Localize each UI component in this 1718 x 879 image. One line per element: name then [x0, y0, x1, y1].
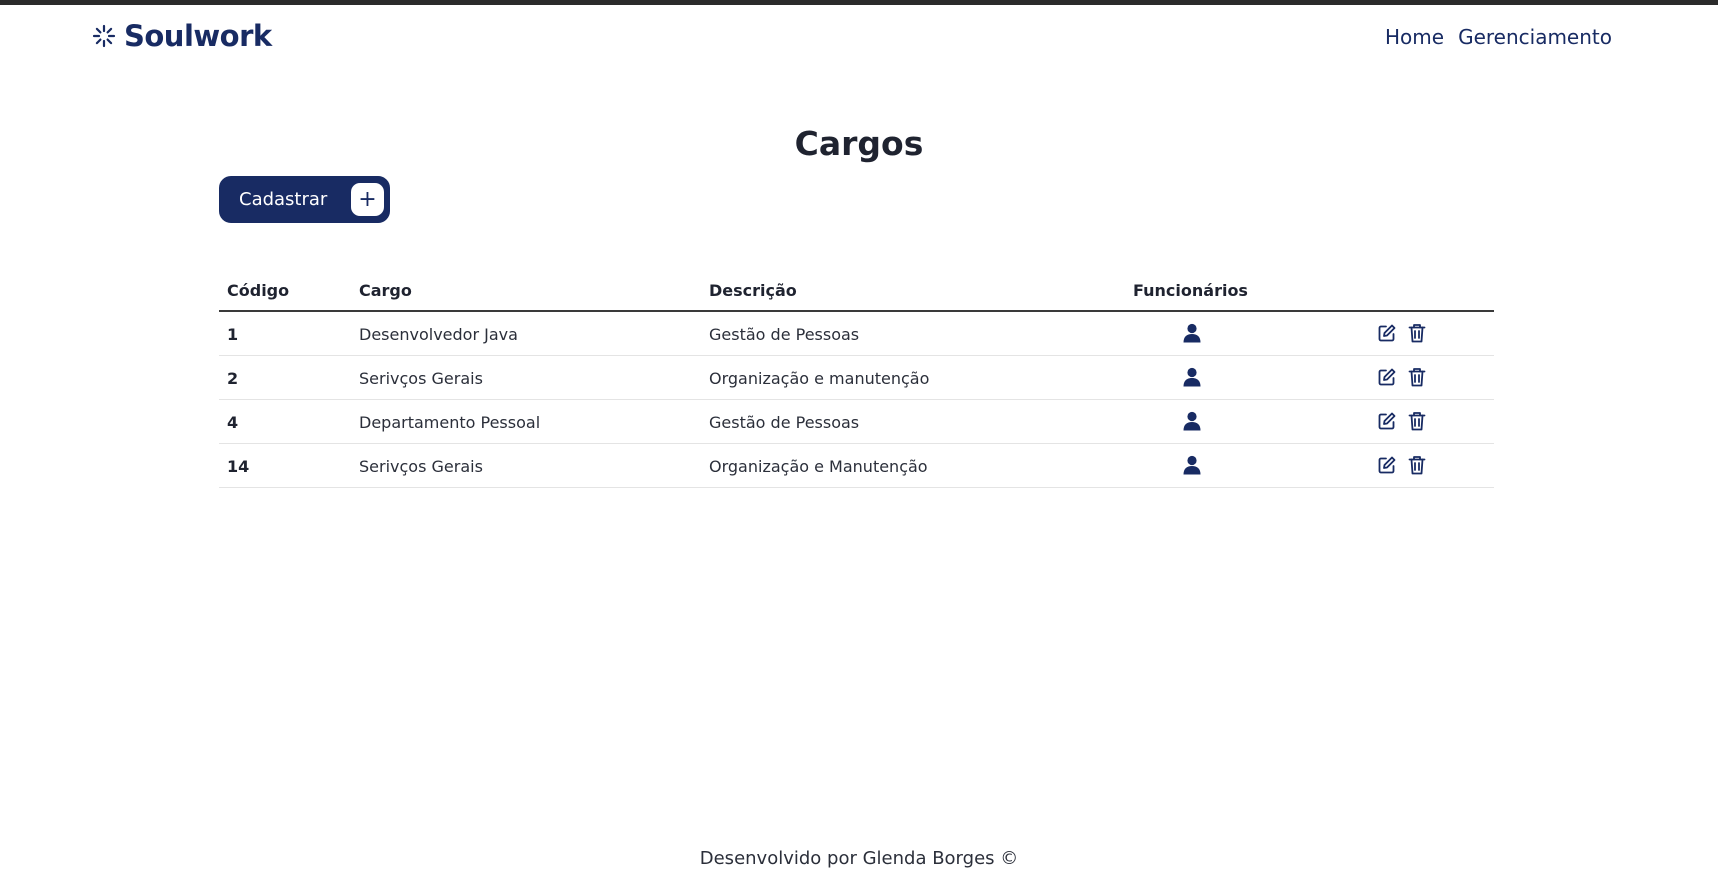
edit-icon[interactable] — [1376, 366, 1398, 388]
cell-codigo: 14 — [227, 457, 250, 476]
cell-cargo: Desenvolvedor Java — [359, 325, 518, 344]
navbar — [0, 5, 1718, 69]
cell-cargo: Departamento Pessoal — [359, 413, 541, 432]
trash-icon[interactable] — [1406, 410, 1428, 432]
header-funcionarios: Funcionários — [1133, 281, 1248, 300]
brand-logo[interactable] — [92, 19, 272, 53]
table-header — [219, 268, 1494, 312]
cell-cargo: Serivços Gerais — [359, 457, 483, 476]
cadastrar-button[interactable] — [219, 176, 390, 223]
cell-codigo: 2 — [227, 369, 239, 388]
nav-gerenciamento-link[interactable]: Gerenciamento — [1458, 25, 1612, 49]
footer-credit: Desenvolvido por Glenda Borges © — [699, 848, 1019, 869]
nav-links — [1385, 25, 1612, 49]
edit-icon[interactable] — [1376, 322, 1398, 344]
page-title: Cargos — [794, 124, 924, 163]
plus-icon: + — [351, 183, 384, 216]
cell-codigo: 4 — [227, 413, 239, 432]
table-row — [219, 312, 1494, 356]
header-descricao: Descrição — [709, 281, 797, 300]
cell-descricao: Gestão de Pessoas — [709, 325, 860, 344]
user-icon[interactable] — [1181, 366, 1203, 388]
cell-descricao: Gestão de Pessoas — [709, 413, 860, 432]
brand-name: Soulwork — [124, 19, 272, 53]
header-cargo: Cargo — [359, 281, 412, 300]
table-row — [219, 444, 1494, 488]
cell-descricao: Organização e manutenção — [709, 369, 930, 388]
edit-icon[interactable] — [1376, 410, 1398, 432]
user-icon[interactable] — [1181, 410, 1203, 432]
user-icon[interactable] — [1181, 322, 1203, 344]
edit-icon[interactable] — [1376, 454, 1398, 476]
trash-icon[interactable] — [1406, 454, 1428, 476]
table-row — [219, 400, 1494, 444]
cell-codigo: 1 — [227, 325, 239, 344]
cell-cargo: Serivços Gerais — [359, 369, 483, 388]
header-codigo: Código — [227, 281, 290, 300]
nav-home-link[interactable]: Home — [1385, 25, 1445, 49]
trash-icon[interactable] — [1406, 322, 1428, 344]
cell-descricao: Organização e Manutenção — [709, 457, 928, 476]
user-icon[interactable] — [1181, 454, 1203, 476]
table-row — [219, 356, 1494, 400]
cadastrar-button-label: Cadastrar — [239, 189, 328, 210]
cargos-table — [219, 268, 1494, 488]
trash-icon[interactable] — [1406, 366, 1428, 388]
spinner-icon — [92, 24, 116, 48]
